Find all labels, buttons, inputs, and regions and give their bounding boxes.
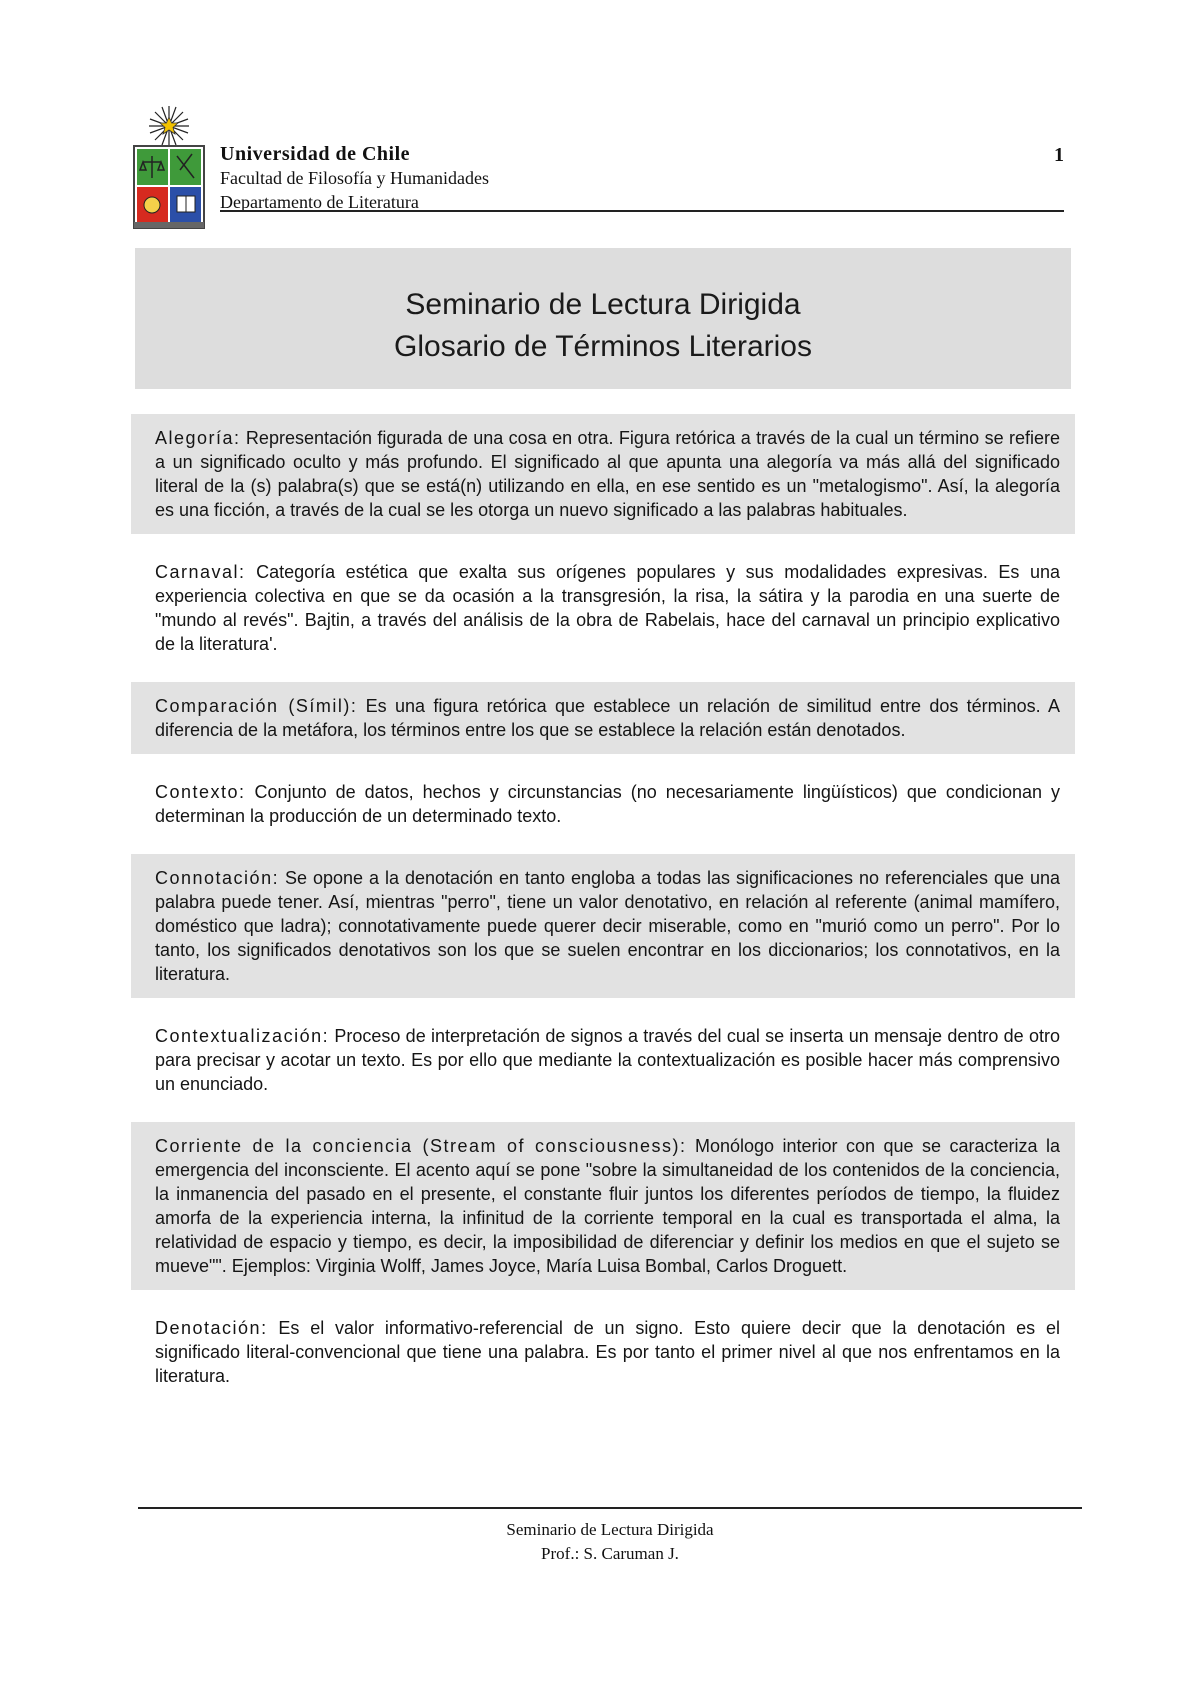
- footer-course: Seminario de Lectura Dirigida: [506, 1520, 714, 1539]
- glossary-term: Denotación:: [155, 1318, 268, 1338]
- glossary-definition: Categoría estética que exalta sus orígenes populares y sus modalidades expresivas. Es una experiencia colectiva en que se da ocasión a la transgresión, la risa, la sátira y la parodia en una suerte de "mundo al revés". Bajtin, a través del análisis de la obra de Rabelais, hace del carnaval un principio explicativo de la literatura'.: [155, 562, 1060, 654]
- glossary-definition: Es una figura retórica que establece un relación de similitud entre dos términos. A diferencia de la metáfora, los términos entre los que se establece la relación están denotados.: [155, 696, 1061, 740]
- glossary-definition: Proceso de interpretación de signos a través del cual se inserta un mensaje dentro de otro para precisar y acotar un texto. Es por ello que mediante la contextualización es posible hacer más comprensivo un enunciado.: [155, 1026, 1060, 1094]
- footer-professor: Prof.: S. Caruman J.: [541, 1544, 679, 1563]
- glossary-entry-comparacion: [131, 682, 1075, 754]
- page-header: [132, 104, 1064, 234]
- document-title: Seminario de Lectura Dirigida: [405, 288, 801, 321]
- page-footer: [138, 1518, 1082, 1566]
- glossary-definition: Es el valor informativo-referencial de un signo. Esto quiere decir que la denotación es el significado literal-convencional que tiene una palabra. Es por tanto el primer nivel al que nos enfrentamos en la literatura.: [155, 1318, 1060, 1386]
- glossary-entry-alegoria: [131, 414, 1075, 534]
- glossary-entry-connotacion: [131, 854, 1075, 998]
- glossary-entry-carnaval: [131, 548, 1075, 668]
- document-title-box: [135, 248, 1071, 389]
- glossary-term: Connotación:: [155, 868, 280, 888]
- glossary-definition: Conjunto de datos, hechos y circunstancias (no necesariamente lingüísticos) que condicionan y determinan la producción de un determinado texto.: [155, 782, 1060, 826]
- glossary-term: Carnaval:: [155, 562, 246, 582]
- page-number: 1: [1054, 144, 1064, 166]
- glossary-term: Contextualización:: [155, 1026, 330, 1046]
- glossary-definition: Monólogo interior con que se caracteriza la emergencia del inconsciente. El acento aquí se pone "sobre la simultaneidad de los contenidos de la conciencia, la inmanencia del pasado en el presente, el constante fluir juntos los diferentes períodos de tiempo, la fluidez amorfa de la experiencia interna, la infinitud de la corriente temporal en la cual es transportada el alma, la relatividad de espacio y tiempo, es decir, la imposibilidad de diferenciar y definir los medios en que el sujeto se mueve"". Ejemplos: Virginia Wolff, James Joyce, María Luisa Bombal, Carlos Droguett.: [155, 1136, 1060, 1276]
- glossary-entry-denotacion: [131, 1304, 1075, 1400]
- document-subtitle: Glosario de Términos Literarios: [394, 330, 812, 363]
- header-divider: [220, 210, 1064, 212]
- footer-divider: [138, 1507, 1082, 1509]
- university-name: Universidad de Chile: [220, 143, 411, 165]
- glossary-term: Corriente de la conciencia (Stream of consciousness):: [155, 1136, 687, 1156]
- university-crest-icon: [132, 104, 206, 232]
- glossary-list: [131, 414, 1075, 1414]
- department-name: Departamento de Literatura: [220, 192, 419, 212]
- faculty-name: Facultad de Filosofía y Humanidades: [220, 168, 489, 188]
- glossary-entry-contexto: [131, 768, 1075, 840]
- glossary-entry-corriente-conciencia: [131, 1122, 1075, 1290]
- glossary-term: Alegoría:: [155, 428, 241, 448]
- glossary-definition: Representación figurada de una cosa en otra. Figura retórica a través de la cual un término se refiere a un significado oculto y más profundo. El significado al que apunta una alegoría va más allá del significado literal de la (s) palabra(s) que se está(n) utilizando en ella, en ese sentido es un "metalogismo". Así, la alegoría es una ficción, a través de la cual se les otorga un nuevo significado a las palabras habituales.: [155, 428, 1060, 520]
- glossary-term: Comparación (Símil):: [155, 696, 358, 716]
- glossary-definition: Se opone a la denotación en tanto engloba a todas las significaciones no referenciales que una palabra puede tener. Así, mientras "perro", tiene un valor denotativo, en relación al referente (animal mamífero, doméstico que ladra); connotativamente puede querer decir miserable, como en "murió como un perro". Por lo tanto, los significados denotativos son los que se suelen encontrar en los diccionarios; los connotativos, en la literatura.: [155, 868, 1060, 984]
- institution-block: [220, 142, 1064, 214]
- glossary-term: Contexto:: [155, 782, 246, 802]
- glossary-entry-contextualizacion: [131, 1012, 1075, 1108]
